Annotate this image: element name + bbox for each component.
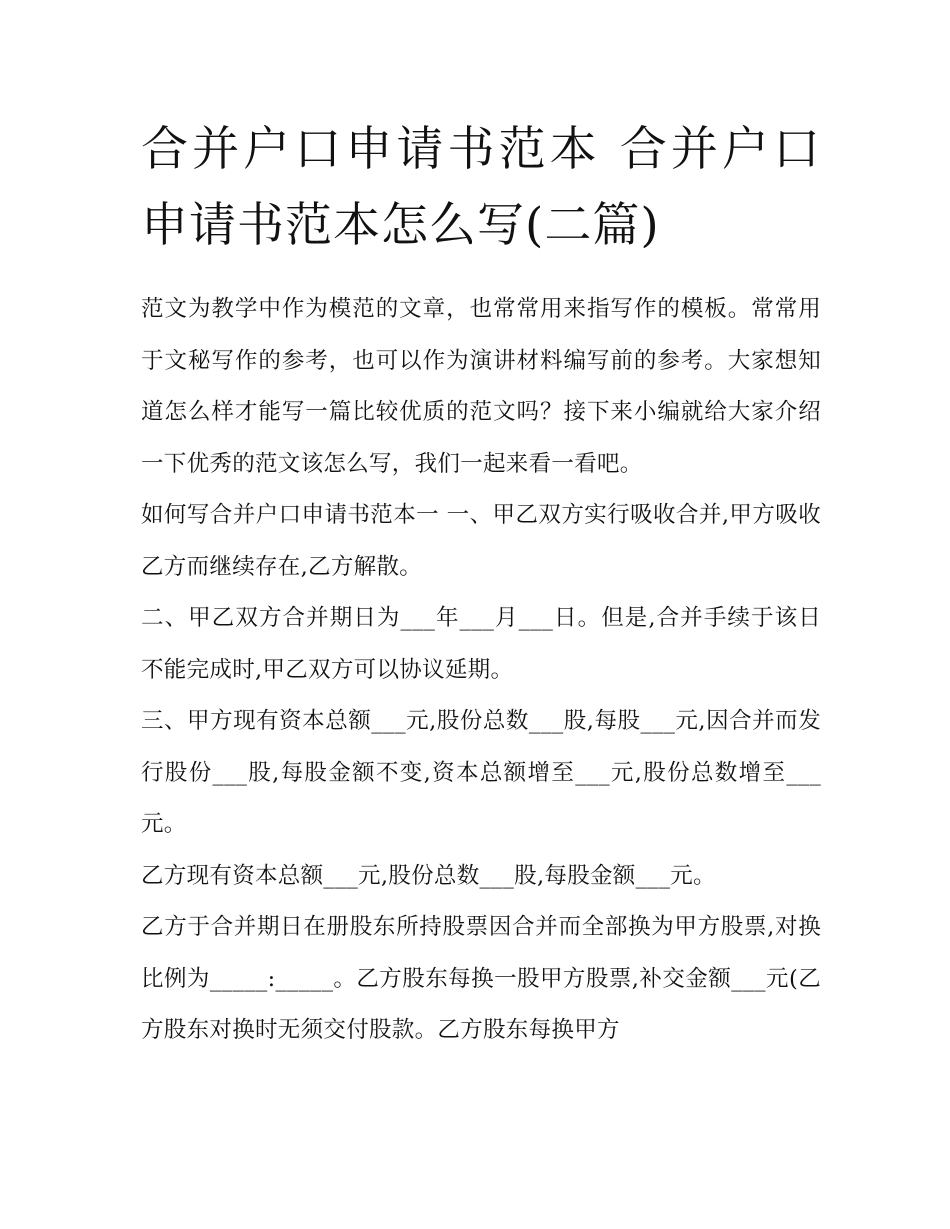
document-body — [141, 284, 821, 1057]
paragraph-intro: 范文为教学中作为模范的文章，也常常用来指写作的模板。常常用于文秘写作的参考，也可以作为演讲材料编写前的参考。大家想知道怎么样才能写一篇比较优质的范文吗？接下来小编就给大家介绍一下优秀的范文该怎么写，我们一起来看一看吧。 — [141, 296, 821, 477]
paragraph-clause-1: 如何写合并户口申请书范本一 一、甲乙双方实行吸收合并,甲方吸收乙方而继续存在,乙方解散。 — [141, 502, 821, 580]
paragraph-clause-2: 二、甲乙双方合并期日为___年___月___日。但是,合并手续于该日不能完成时,甲乙双方可以协议延期。 — [141, 605, 821, 683]
paragraph-party-b-capital: 乙方现有资本总额___元,股份总数___股,每股金额___元。 — [141, 862, 716, 889]
document-page — [141, 112, 821, 1057]
paragraph-share-exchange: 乙方于合并期日在册股东所持股票因合并而全部换为甲方股票,对换比例为_____:_____。乙方股东每换一股甲方股票,补交金额___元(乙方股东对换时无须交付股款。乙方股东每换甲方 — [141, 914, 821, 1043]
document-title: 合并户口申请书范本 合并户口申请书范本怎么写(二篇) — [141, 122, 821, 253]
paragraph-clause-3: 三、甲方现有资本总额___元,股份总数___股,每股___元,因合并而发行股份___股,每股金额不变,资本总额增至___元,股份总数增至___元。 — [141, 708, 821, 837]
